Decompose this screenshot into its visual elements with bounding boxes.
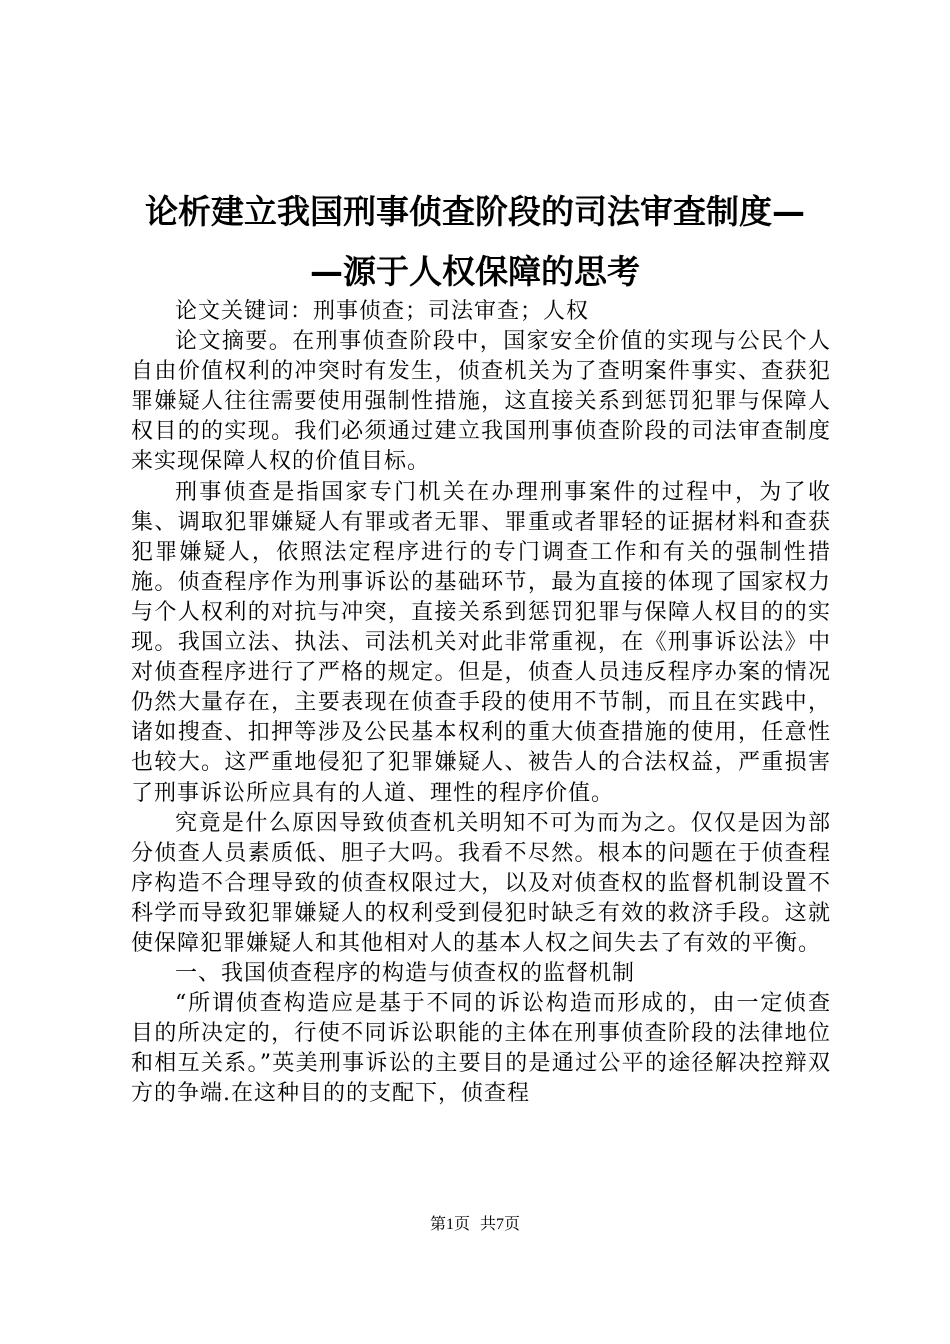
- document-title-line-2: —源于人权保障的思考: [310, 252, 640, 291]
- body-paragraph-structure: “所谓侦查构造应是基于不同的诉讼构造而形成的，由一定侦查目的所决定的，行使不同诉讼职能的主体在刑事侦查阶段的法律地位和相互关系。”英美刑事诉讼的主要目的是通过公平的途径解决控辩双方的争端.在这种目的的支配下，侦查程: [131, 991, 831, 1107]
- keywords-paragraph: 论文关键词：刑事侦查；司法审查；人权: [175, 299, 590, 324]
- document-title-line-1: 论析建立我国刑事侦查阶段的司法审查制度—: [145, 192, 805, 231]
- section-heading-1: 一、我国侦查程序的构造与侦查权的监督机制: [175, 961, 636, 987]
- body-paragraph-definition: 刑事侦查是指国家专门机关在办理刑事案件的过程中，为了收集、调取犯罪嫌疑人有罪或者无罪、罪重或者罪轻的证据材料和查获犯罪嫌疑人，依照法定程序进行的专门调查工作和有关的强制性措施。侦查程序作为刑事诉讼的基础环节，最为直接的体现了国家权力与个人权利的对抗与冲突，直接关系到惩罚犯罪与保障人权目的的实现。我国立法、执法、司法机关对此非常重视，在《刑事诉讼法》中对侦查程序进行了严格的规定。但是，侦查人员违反程序办案的情况仍然大量存在，主要表现在侦查手段的使用不节制，而且在实践中，诸如搜查、扣押等涉及公民基本权利的重大侦查措施的使用，任意性也较大。这严重地侵犯了犯罪嫌疑人、被告人的合法权益，严重损害了刑事诉讼所应具有的人道、理性的程序价值。: [131, 479, 831, 806]
- abstract-paragraph: 论文摘要。在刑事侦查阶段中，国家安全价值的实现与公民个人自由价值权利的冲突时有发生，侦查机关为了查明案件事实、查获犯罪嫌疑人往往需要使用强制性措施，这直接关系到惩罚犯罪与保障人权目的的实现。我们必须通过建立我国刑事侦查阶段的司法审查制度来实现保障人权的价值目标。: [131, 329, 831, 475]
- body-paragraph-causes: 究竟是什么原因导致侦查机关明知不可为而为之。仅仅是因为部分侦查人员素质低、胆子大吗。我看不尽然。根本的问题在于侦查程序构造不合理导致的侦查权限过大，以及对侦查权的监督机制设置不科学而导致犯罪嫌疑人的权利受到侵犯时缺乏有效的救济手段。这就使保障犯罪嫌疑人和其他相对人的基本人权之间失去了有效的平衡。: [131, 810, 831, 956]
- document-body: [131, 297, 831, 1110]
- page-number: 第1页: [429, 1216, 470, 1233]
- page-footer: [0, 1215, 950, 1235]
- page-total: 共7页: [480, 1216, 521, 1233]
